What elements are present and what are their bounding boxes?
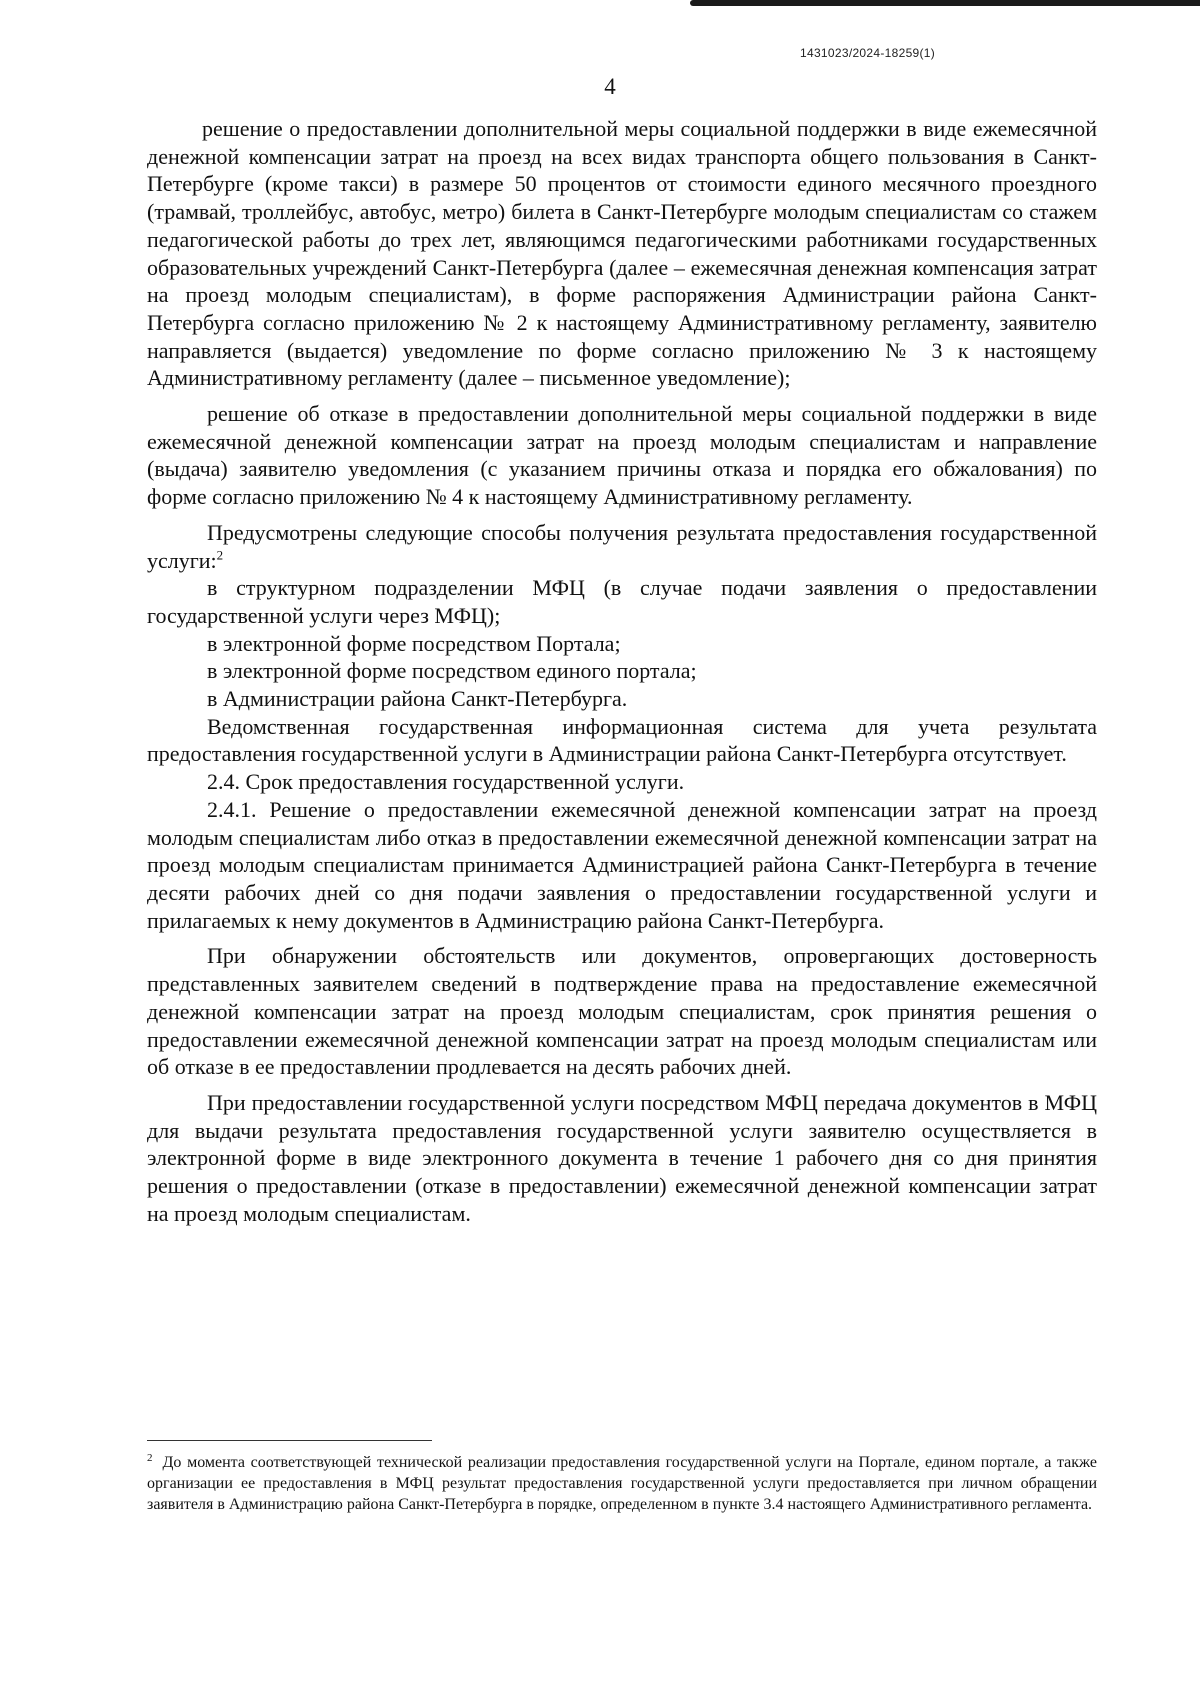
footnote-reference: 2 <box>216 547 224 563</box>
paragraph: в структурном подразделении МФЦ (в случае подачи заявления о предоставлении государственной услуги через МФЦ); <box>147 575 1097 628</box>
section-heading: 2.4. Срок предоставления государственной услуги. <box>207 769 685 795</box>
paragraph: в Администрации района Санкт-Петербурга. <box>207 686 628 712</box>
paragraph: решение об отказе в предоставлении дополнительной меры социальной поддержки в виде ежемесячной денежной компенсации затрат на проезд молодым специалистам и направление (выдача) заявителю уведомления (с указанием причины отказа и порядка его обжалования) по форме согласно приложению № 4 к настоящему Административному регламенту. <box>147 401 1097 510</box>
scan-edge-line <box>690 0 1200 6</box>
document-number: 1431023/2024-18259(1) <box>800 46 936 60</box>
paragraph <box>147 519 1097 574</box>
paragraph: в электронной форме посредством Портала; <box>207 630 621 656</box>
paragraph-text: Предусмотрены следующие способы получения результата предоставления государственной услуги: <box>147 519 1097 573</box>
document-body <box>147 115 1097 1227</box>
paragraph: При обнаружении обстоятельств или документов, опровергающих достоверность представленных заявителем сведений в подтверждение права на предоставление ежемесячной денежной компенсации затрат на проезд молодым специалистам, срок принятия решения о предоставлении ежемесячной денежной компенсации затрат на проезд молодым специалистам или об отказе в ее предоставлении продлевается на десять рабочих дней. <box>147 943 1097 1080</box>
paragraph: При предоставлении государственной услуги посредством МФЦ передача документов в МФЦ для выдачи результата предоставления государственной услуги заявителю осуществляется в электронной форме в виде электронного документа в течение 1 рабочего дня со дня принятия решения о предоставлении (отказе в предоставлении) ежемесячной денежной компенсации затрат на проезд молодым специалистам. <box>147 1089 1097 1226</box>
footnote-separator <box>147 1440 432 1441</box>
paragraph: 2.4.1. Решение о предоставлении ежемесячной денежной компенсации затрат на проезд молодым специалистам либо отказ в предоставлении ежемесячной денежной компенсации затрат на проезд молодым специалистам принимается Администрацией района Санкт-Петербурга в течение десяти рабочих дней со дня подачи заявления о предоставлении государственной услуги и прилагаемых к нему документов в Администрацию района Санкт-Петербурга. <box>147 796 1097 933</box>
page-number: 4 <box>604 74 616 99</box>
footnote <box>147 1452 1097 1515</box>
paragraph: Ведомственная государственная информационная система для учета результата предоставления государственной услуги в Администрации района Санкт-Петербурга отсутствует. <box>147 713 1097 767</box>
paragraph: решение о предоставлении дополнительной меры социальной поддержки в виде ежемесячной денежной компенсации затрат на проезд на всех видах транспорта общего пользования в Санкт-Петербурге (кроме такси) в размере 50 процентов от стоимости единого месячного проездного (трамвай, троллейбус, автобус, метро) билета в Санкт-Петербурге молодым специалистам со стажем педагогической работы до трех лет, являющимся педагогическими работниками государственных образовательных учреждений Санкт-Петербурга (далее – ежемесячная денежная компенсация затрат на проезд молодым специалистам), в форме распоряжения Администрации района Санкт-Петербурга согласно приложению № 2 к настоящему Административному регламенту, заявителю направляется (выдается) уведомление по форме согласно приложению № 3 к настоящему Административному регламенту (далее – письменное уведомление); <box>147 116 1097 391</box>
footnote-text: До момента соответствующей технической реализации предоставления государственной услуги на Портале, едином портале, а также организации ее предоставления в МФЦ результат предоставления государственной услуги предоставляется при личном обращении заявителя в Администрацию района Санкт-Петербурга в порядке, определенном в пункте 3.4 настоящего Административного регламента. <box>147 1454 1097 1513</box>
footnote-mark: 2 <box>147 1451 153 1464</box>
paragraph: в электронной форме посредством единого портала; <box>207 658 697 684</box>
